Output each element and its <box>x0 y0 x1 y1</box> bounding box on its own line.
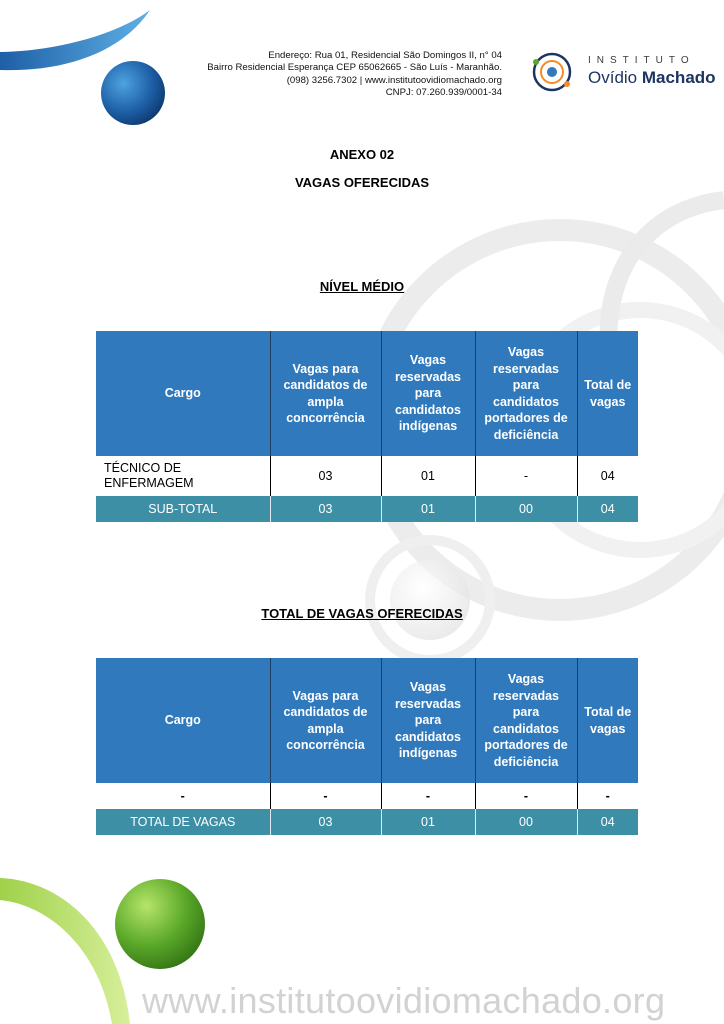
header-indigenas: Vagas reservadas para candidatos indígenas <box>381 331 475 456</box>
address-line: CNPJ: 07.260.939/0001-34 <box>385 86 502 98</box>
header-cargo: Cargo <box>96 658 270 783</box>
address-line: (098) 3256.7302 | www.institutoovidiomachado.org <box>286 74 502 86</box>
vagas-table-nivel-medio <box>96 331 638 522</box>
cell-ampla: - <box>270 783 381 809</box>
subtotal-label: SUB-TOTAL <box>96 496 270 522</box>
section-title-total-vagas: TOTAL DE VAGAS OFERECIDAS <box>261 606 463 621</box>
header-ampla-concorrencia: Vagas para candidatos de ampla concorrência <box>270 658 381 783</box>
table-row <box>96 783 638 809</box>
table-row <box>96 456 638 496</box>
table-header-row <box>96 331 638 456</box>
cell-ampla: 03 <box>270 456 381 496</box>
subtotal-row <box>96 496 638 522</box>
total-total: 04 <box>577 809 638 835</box>
logo-text-small: INSTITUTO <box>588 55 695 66</box>
logo-text-regular: Ovídio <box>588 68 642 87</box>
header-ampla-concorrencia: Vagas para candidatos de ampla concorrência <box>270 331 381 456</box>
header-total: Total de vagas <box>577 658 638 783</box>
green-sphere <box>115 879 205 969</box>
address-line: Endereço: Rua 01, Residencial São Domingos II, n° 04 <box>268 50 502 61</box>
total-deficiencia: 00 <box>475 809 577 835</box>
header-address <box>180 50 502 99</box>
subtotal-ampla: 03 <box>270 496 381 522</box>
logo-text-bold: Machado <box>641 68 716 87</box>
total-row <box>96 809 638 835</box>
header-indigenas: Vagas reservadas para candidatos indígenas <box>381 658 475 783</box>
annex-title: ANEXO 02 <box>329 147 395 162</box>
blue-arc-shape <box>0 10 150 70</box>
cell-deficiencia: - <box>475 456 577 496</box>
footer-website-url: www.institutoovidiomachado.org <box>142 980 666 1021</box>
address-line: Bairro Residencial Esperança CEP 65062665 - São Luís - Maranhão. <box>207 62 502 74</box>
section-title-nivel-medio: NÍVEL MÉDIO <box>319 279 405 294</box>
total-label: TOTAL DE VAGAS <box>96 809 270 835</box>
header-total: Total de vagas <box>577 331 638 456</box>
cell-total: 04 <box>577 456 638 496</box>
blue-sphere <box>101 61 165 125</box>
subtotal-deficiencia: 00 <box>475 496 577 522</box>
grey-sphere <box>390 560 470 640</box>
header-cargo: Cargo <box>96 331 270 456</box>
subtotal-indigenas: 01 <box>381 496 475 522</box>
vagas-table-total <box>96 658 638 835</box>
cell-indigenas: 01 <box>381 456 475 496</box>
total-ampla: 03 <box>270 809 381 835</box>
subtotal-total: 04 <box>577 496 638 522</box>
logo-text-big <box>588 68 716 88</box>
total-indigenas: 01 <box>381 809 475 835</box>
cell-cargo: TÉCNICO DE ENFERMAGEM <box>96 456 270 496</box>
cell-indigenas: - <box>381 783 475 809</box>
green-arc-shape <box>0 878 130 1024</box>
header-deficiencia: Vagas reservadas para candidatos portadores de deficiência <box>475 331 577 456</box>
cell-total: - <box>605 789 610 803</box>
cell-cargo: - <box>96 783 270 809</box>
document-title: VAGAS OFERECIDAS <box>294 175 430 190</box>
table-header-row <box>96 658 638 783</box>
header-deficiencia: Vagas reservadas para candidatos portadores de deficiência <box>475 658 577 783</box>
cell-deficiencia: - <box>475 783 577 809</box>
